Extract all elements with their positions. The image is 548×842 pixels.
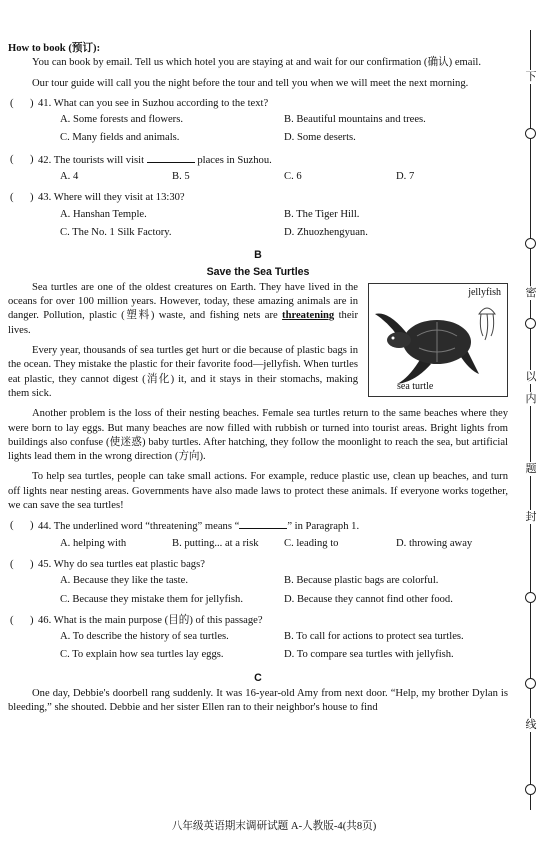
section-b-intro [8,281,508,407]
section-b-paragraph-4: To help sea turtles, people can take small actions. For example, reduce plastic use, clean up beaches, and turn off lights near nesting areas. Governments have also made laws to protect these animals. If everyone works together, we can save the sea turtles! [8,471,508,512]
answer-blank [239,519,287,529]
question-text-after: places in Suzhou. [194,154,272,166]
question-44 [8,519,508,534]
option-c: C. To explain how sea turtles lay eggs. [60,649,224,661]
answer-paren-open: ( [10,558,14,570]
binding-margin [512,0,548,842]
answer-paren-close: ) [30,520,34,532]
section-b-paragraph-2: Every year, thousands of sea turtles get hurt or die because of plastic bags in the ocean. They mistake the plastic for their favorite food—jellyfish. When turtles eat plastic, they cannot digest (消化) it, and it stays in their stomachs, making them sick. [8,345,358,399]
option-d: D. Zhuozhengyuan. [284,226,368,238]
option-d: D. throwing away [396,537,473,549]
section-c-letter: C [254,671,262,684]
option-b: B. Beautiful mountains and trees. [284,114,426,126]
section-b-letter: B [254,249,262,262]
question-text-after: ” in Paragraph 1. [287,521,360,533]
page-content [8,42,508,722]
question-text-before: 42. The tourists will visit [38,154,147,166]
answer-paren-open: ( [10,520,14,532]
option-b: B. The Tiger Hill. [284,208,360,220]
question-45 [8,558,508,572]
question-text: 46. What is the main purpose (目的) of this passage? [38,614,263,626]
question-45-options [8,574,508,611]
how-to-book-heading: How to book (预订): [8,43,101,54]
binding-mark: 内 [525,393,537,405]
binding-mark: 线 [525,719,537,731]
binding-mark: 封 [525,511,537,523]
answer-paren-close: ) [30,614,34,626]
sea-turtle-figure [368,283,508,397]
question-text: 43. Where will they visit at 13:30? [38,192,185,204]
question-43-options [8,208,508,245]
answer-paren-open: ( [10,614,14,626]
binding-circle [525,592,536,603]
answer-paren-close: ) [30,192,34,204]
option-c: C. Many fields and animals. [60,132,180,144]
binding-circle [525,238,536,249]
binding-circle [525,678,536,689]
option-b: B. Because plastic bags are colorful. [284,575,439,587]
question-43 [8,191,508,205]
underlined-word: threatening [282,310,335,322]
sea-turtle-label: sea turtle [397,381,434,393]
how-to-book-paragraph-1: You can book by email. Tell us which hotel you are staying at and wait for our confirmation (确认) email. [32,57,482,69]
option-d: D. To compare sea turtles with jellyfish. [284,649,454,661]
answer-paren-open: ( [10,192,14,204]
answer-paren-close: ) [30,558,34,570]
option-b: B. To call for actions to protect sea turtles. [284,631,464,643]
option-b: B. putting... at a risk [172,537,259,549]
question-text-before: 44. The underlined word “threatening” means “ [38,521,240,533]
section-b-title: Save the Sea Turtles [206,265,310,278]
question-42-options [8,170,508,188]
answer-paren-open: ( [10,97,14,109]
question-46-options [8,630,508,667]
binding-mark: 下 [525,71,537,83]
option-d: D. Some deserts. [284,132,356,144]
question-44-options [8,537,508,555]
jellyfish-label: jellyfish [468,286,501,298]
option-c: C. leading to [284,537,339,549]
question-41-options [8,113,508,150]
option-a: A. To describe the history of sea turtles. [60,631,229,643]
option-d: D. Because they cannot find other food. [284,593,453,605]
binding-circle [525,318,536,329]
option-a: A. helping with [60,537,127,549]
option-c: C. Because they mistake them for jellyfish. [60,593,243,605]
answer-paren-close: ) [30,97,34,109]
question-46 [8,614,508,628]
section-c-paragraph-1: One day, Debbie's doorbell rang suddenly. It was 16-year-old Amy from next door. “Help, my brother Dylan is bleeding,” she shouted. Debbie and her sister Ellen ran to their neighbor's house to find [8,687,508,714]
binding-line [530,30,531,810]
question-text: 45. Why do sea turtles eat plastic bags? [38,558,205,570]
question-42 [8,153,508,168]
binding-mark: 以 [525,371,537,383]
sea-turtle-illustration [369,284,507,396]
how-to-book-paragraph-2: Our tour guide will call you the night before the tour and tell you when we will meet the next morning. [32,77,469,89]
option-a: A. Because they like the taste. [60,575,188,587]
section-b-paragraph-1: Sea turtles are one of the oldest creatures on Earth. They have lived in the oceans for over 100 million years. However, today, these amazing animals are in danger. Pollution, plastic (塑料) waste, and fishing nets are threatening their lives. [8,281,358,336]
binding-mark: 密 [525,287,537,299]
answer-paren-close: ) [30,153,34,165]
binding-circle [525,128,536,139]
question-41 [8,97,508,111]
option-a: A. Some forests and flowers. [60,114,183,126]
binding-mark: 题 [525,463,537,475]
option-d: D. 7 [396,171,415,183]
section-b-intro-text [8,281,358,407]
option-a: A. Hanshan Temple. [60,208,147,220]
answer-blank [147,153,195,163]
section-b-paragraph-3: Another problem is the loss of their nesting beaches. Female sea turtles return to the same beaches where they were born to lay eggs. But many beaches are now filled with rubbish or turned into tourist areas. Bright lights from buildings also confuse (使迷惑) baby turtles. After hatching, they follow the moonlight to reach the sea, but artificial lights lead them in the wrong direction (方向). [8,408,508,463]
option-b: B. 5 [172,171,190,183]
question-text: 41. What can you see in Suzhou according to the text? [38,97,269,109]
option-c: C. 6 [284,171,302,183]
answer-paren-open: ( [10,153,14,165]
option-a: A. 4 [60,171,79,183]
binding-circle [525,784,536,795]
page-footer: 八年级英语期末调研试题 A-人教版-4(共8页) [171,821,377,832]
option-c: C. The No. 1 Silk Factory. [60,226,172,238]
